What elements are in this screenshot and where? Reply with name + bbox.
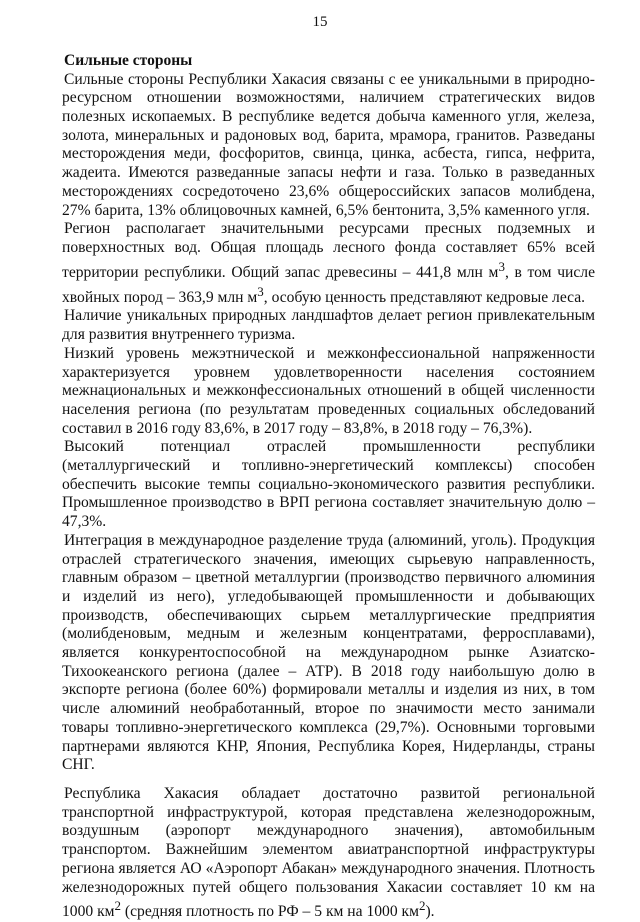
paragraph-integration: Интеграция в международное разделение труда (алюминий, уголь). Продукция отраслей стратегического значения, имеющих сырьевую направленность, главным образом – цветной металлургии (производство первичного алюминия и изделий из него), угледобывающей промышленности и добывающих производств, обеспечивающих сырьем металлургические предприятия (молибденовым, медным и железным концентратами, ферросплавами), является конкурентоспособной на международном рынке Азиатско-Тихоокеанского региона (далее – АТР). В 2018 году наибольшую долю в экспорте региона (более 60%) формировали металлы и изделия из них, в том числе алюминий необработанный, второе по значимости место занимали товары топливно-энергетического комплекса (29,7%). Основными торговыми партнерами являются КНР, Япония, Республика Корея, Нидерланды, страны СНГ. [62, 531, 595, 774]
document-body [62, 52, 595, 922]
paragraph-transport [62, 785, 595, 922]
superscript: 3 [257, 283, 264, 299]
paragraph-interethnic: Низкий уровень межэтнической и межконфессиональной напряженности характеризуется уровнем удовлетворенности населения состоянием межнациональных и межконфессиональных отношений в общей численности населения региона (по результатам проведенных социальных обследований составил в 2016 году 83,6%, в 2017 году – 83,8%, в 2018 году – 76,3%). [62, 344, 595, 437]
superscript: 2 [418, 898, 426, 914]
section-heading: Сильные стороны [64, 52, 193, 69]
paragraph-text-part: , в том числе хвойных пород – 363,9 млн м [62, 263, 596, 306]
paragraph-text-part: (средняя плотность по РФ – 5 км на 1000 км [121, 903, 419, 921]
superscript: 2 [114, 898, 122, 914]
paragraph-text-part: Республика Хакасия обладает достаточно развитой региональной транспортной инфраструктурой, которая представлена железнодорожным, воздушным (аэропорт международного значения), автомобильным транспортом. Важнейшим элементом авиатранспортной инфраструктуры региона является АО «Аэропорт Абакан» международного значения. Плотность железнодорожных путей общего пользования Хакасии составляет 10 км на 1000 км [62, 784, 595, 921]
paragraph-strengths-resources: Сильные стороны Республики Хакасия связаны с ее уникальными в природно-ресурсном отношении возможностями, наличием стратегических видов полезных ископаемых. В республике ведется добыча каменного угля, железа, золота, минеральных и радоновых вод, барита, мрамора, гранитов. Разведаны месторождения меди, фосфоритов, свинца, цинка, асбеста, гипса, нефрита, жадеита. Имеются разведанные запасы нефти и газа. Только в разведанных месторождениях сосредоточено 23,6% общероссийских запасов молибдена, 27% барита, 13% облицовочных камней, 6,5% бентонита, 3,5% каменного угля. [62, 70, 595, 219]
paragraph-text-part: Регион располагает значительными ресурсами пресных подземных и поверхностных вод. Общая площадь лесного фонда составляет 65% всей территории республики. Общий запас древесины – 441,8 млн м [62, 220, 595, 281]
paragraph-text-part: ). [425, 903, 435, 921]
page-number: 15 [312, 14, 328, 30]
paragraph-tourism: Наличие уникальных природных ландшафтов делает регион привлекательным для развития внутреннего туризма. [62, 307, 595, 344]
paragraph-text-part: , особую ценность представляют кедровые леса. [263, 288, 586, 306]
paragraph-industry: Высокий потенциал отраслей промышленности республики (металлургический и топливно-энергетический комплексы) способен обеспечить высокие темпы социально-экономического развития республики. Промышленное производство в ВРП региона составляет значительную долю – 47,3%. [62, 438, 595, 531]
superscript: 3 [498, 258, 505, 274]
paragraph-water-forest [62, 220, 595, 307]
